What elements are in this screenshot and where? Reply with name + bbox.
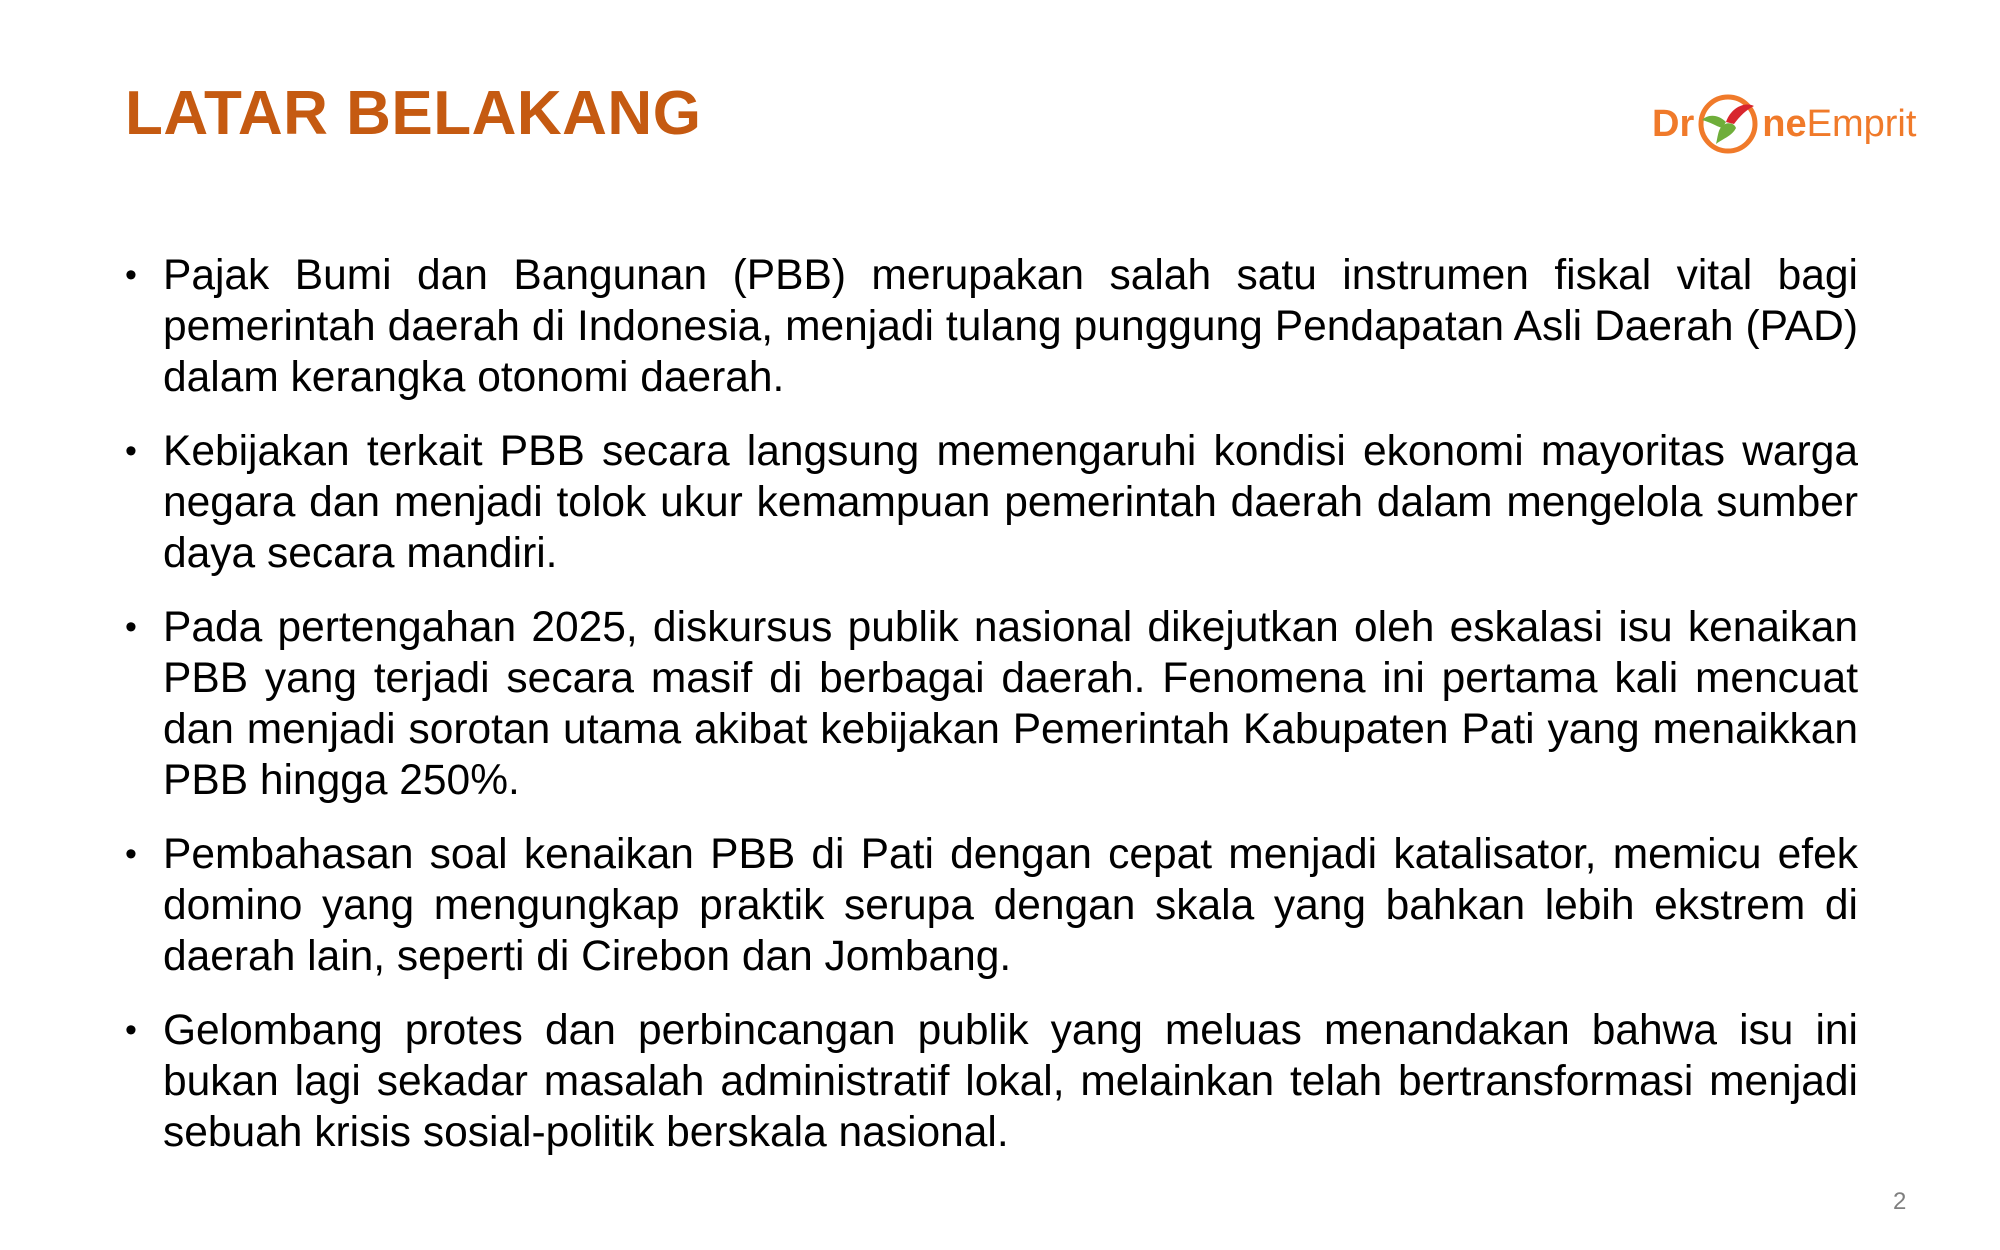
bullet-item xyxy=(125,250,1858,403)
logo-text-prefix: Dr xyxy=(1652,102,1695,145)
bullet-dot: • xyxy=(125,1011,137,1049)
slide-title: LATAR BELAKANG xyxy=(125,79,702,148)
bullet-item xyxy=(125,829,1858,982)
bullet-item xyxy=(125,1005,1858,1158)
bullet-dot: • xyxy=(125,432,137,470)
bullet-dot: • xyxy=(125,256,137,294)
bullet-text: Pada pertengahan 2025, diskursus publik nasional dikejutkan oleh eskalasi isu kenaikan PBB yang terjadi secara masif di berbagai daerah. Fenomena ini pertama kali mencuat dan menjadi sorotan utama akibat kebijakan Pemerintah Kabupaten Pati yang menaikkan PBB hingga 250%. xyxy=(163,604,1858,804)
bullet-text: Gelombang protes dan perbincangan publik yang meluas menandakan bahwa isu ini bukan lagi sekadar masalah administratif lokal, melainkan telah bertransformasi menjadi sebuah krisis sosial-politik berskala nasional. xyxy=(163,1007,1858,1156)
bullet-dot: • xyxy=(125,835,137,873)
bullet-list xyxy=(125,250,1858,1181)
droneemprit-logo xyxy=(1652,88,1916,160)
bullet-text: Kebijakan terkait PBB secara langsung memengaruhi kondisi ekonomi mayoritas warga negara dan menjadi tolok ukur kemampuan pemerintah daerah dalam mengelola sumber daya secara mandiri. xyxy=(163,428,1858,577)
logo-text-bold: ne xyxy=(1762,102,1807,145)
bullet-item xyxy=(125,602,1858,806)
logo-text-light: Emprit xyxy=(1806,102,1917,145)
page-number: 2 xyxy=(1893,1188,1907,1215)
bullet-text: Pajak Bumi dan Bangunan (PBB) merupakan salah satu instrumen fiskal vital bagi pemerintah daerah di Indonesia, menjadi tulang punggung Pendapatan Asli Daerah (PAD) dalam kerangka otonomi daerah. xyxy=(163,252,1858,401)
bullet-text: Pembahasan soal kenaikan PBB di Pati dengan cepat menjadi katalisator, memicu efek domino yang mengungkap praktik serupa dengan skala yang bahkan lebih ekstrem di daerah lain, seperti di Cirebon dan Jombang. xyxy=(163,831,1858,980)
bullet-dot: • xyxy=(125,608,137,646)
bullet-item xyxy=(125,426,1858,579)
drone-bird-icon xyxy=(1696,92,1760,156)
